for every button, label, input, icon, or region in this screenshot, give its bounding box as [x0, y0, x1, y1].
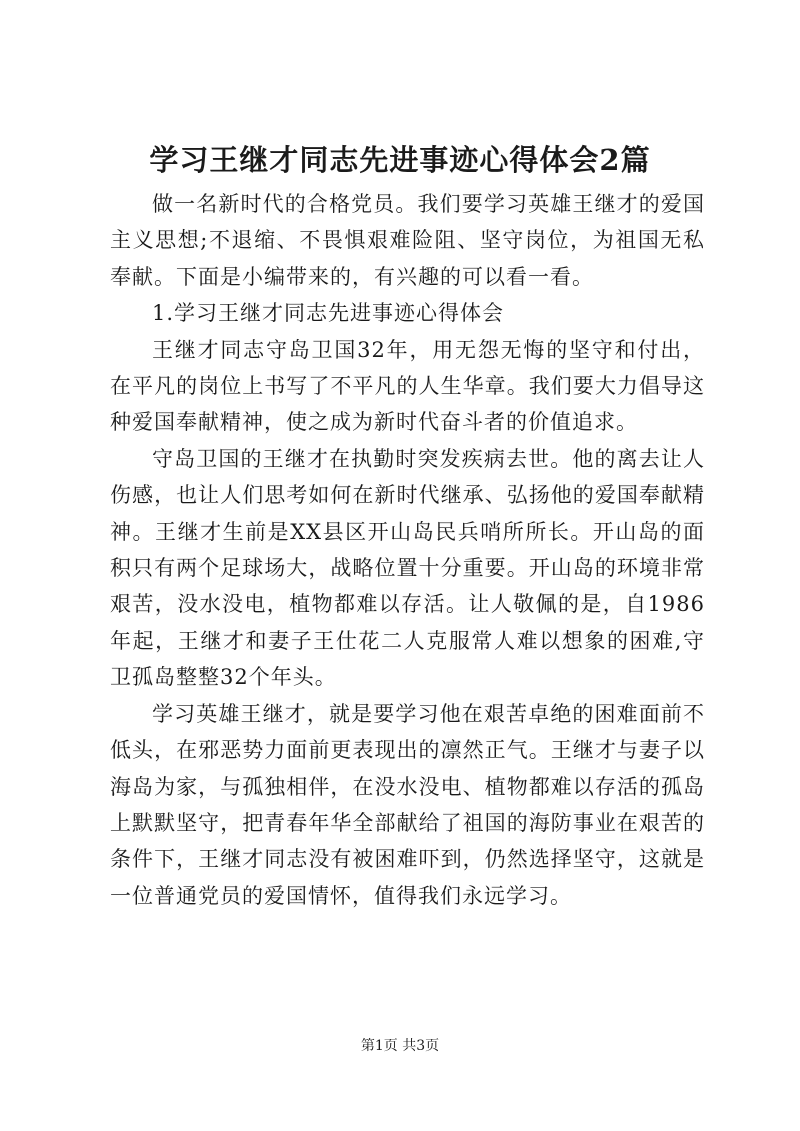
- document-body: [110, 186, 705, 914]
- body-paragraph: 学习英雄王继才，就是要学习他在艰苦卓绝的困难面前不低头，在邪恶势力面前更表现出的凛然正气。王继才与妻子以海岛为家，与孤独相伴，在没水没电、植物都难以存活的孤岛上默默坚守，把青春年华全部献给了祖国的海防事业在艰苦的条件下，王继才同志没有被困难吓到，仍然选择坚守，这就是一位普通党员的爱国情怀，值得我们永远学习。: [110, 701, 705, 908]
- body-paragraph: 守岛卫国的王继才在执勤时突发疾病去世。他的离去让人伤感，也让人们思考如何在新时代继承、弘扬他的爱国奉献精神。王继才生前是XX县区开山岛民兵哨所所长。开山岛的面积只有两个足球场大，战略位置十分重要。开山岛的环境非常艰苦，没水没电，植物都难以存活。让人敬佩的是，自1986年起，王继才和妻子王仕花二人克服常人难以想象的困难,守卫孤岛整整32个年头。: [110, 446, 705, 690]
- section-heading: 1.学习王继才同志先进事迹心得体会: [152, 301, 505, 326]
- page-footer: 第1页 共3页: [360, 1038, 440, 1054]
- document-title: 学习王继才同志先进事迹心得体会2篇: [149, 143, 651, 177]
- body-paragraph: 王继才同志守岛卫国32年，用无怨无悔的坚守和付出，在平凡的岗位上书写了不平凡的人生华章。我们要大力倡导这种爱国奉献精神，使之成为新时代奋斗者的价值追求。: [110, 337, 705, 435]
- intro-paragraph: 做一名新时代的合格党员。我们要学习英雄王继才的爱国主义思想;不退缩、不畏惧艰难险阻、坚守岗位，为祖国无私奉献。下面是小编带来的，有兴趣的可以看一看。: [110, 192, 705, 289]
